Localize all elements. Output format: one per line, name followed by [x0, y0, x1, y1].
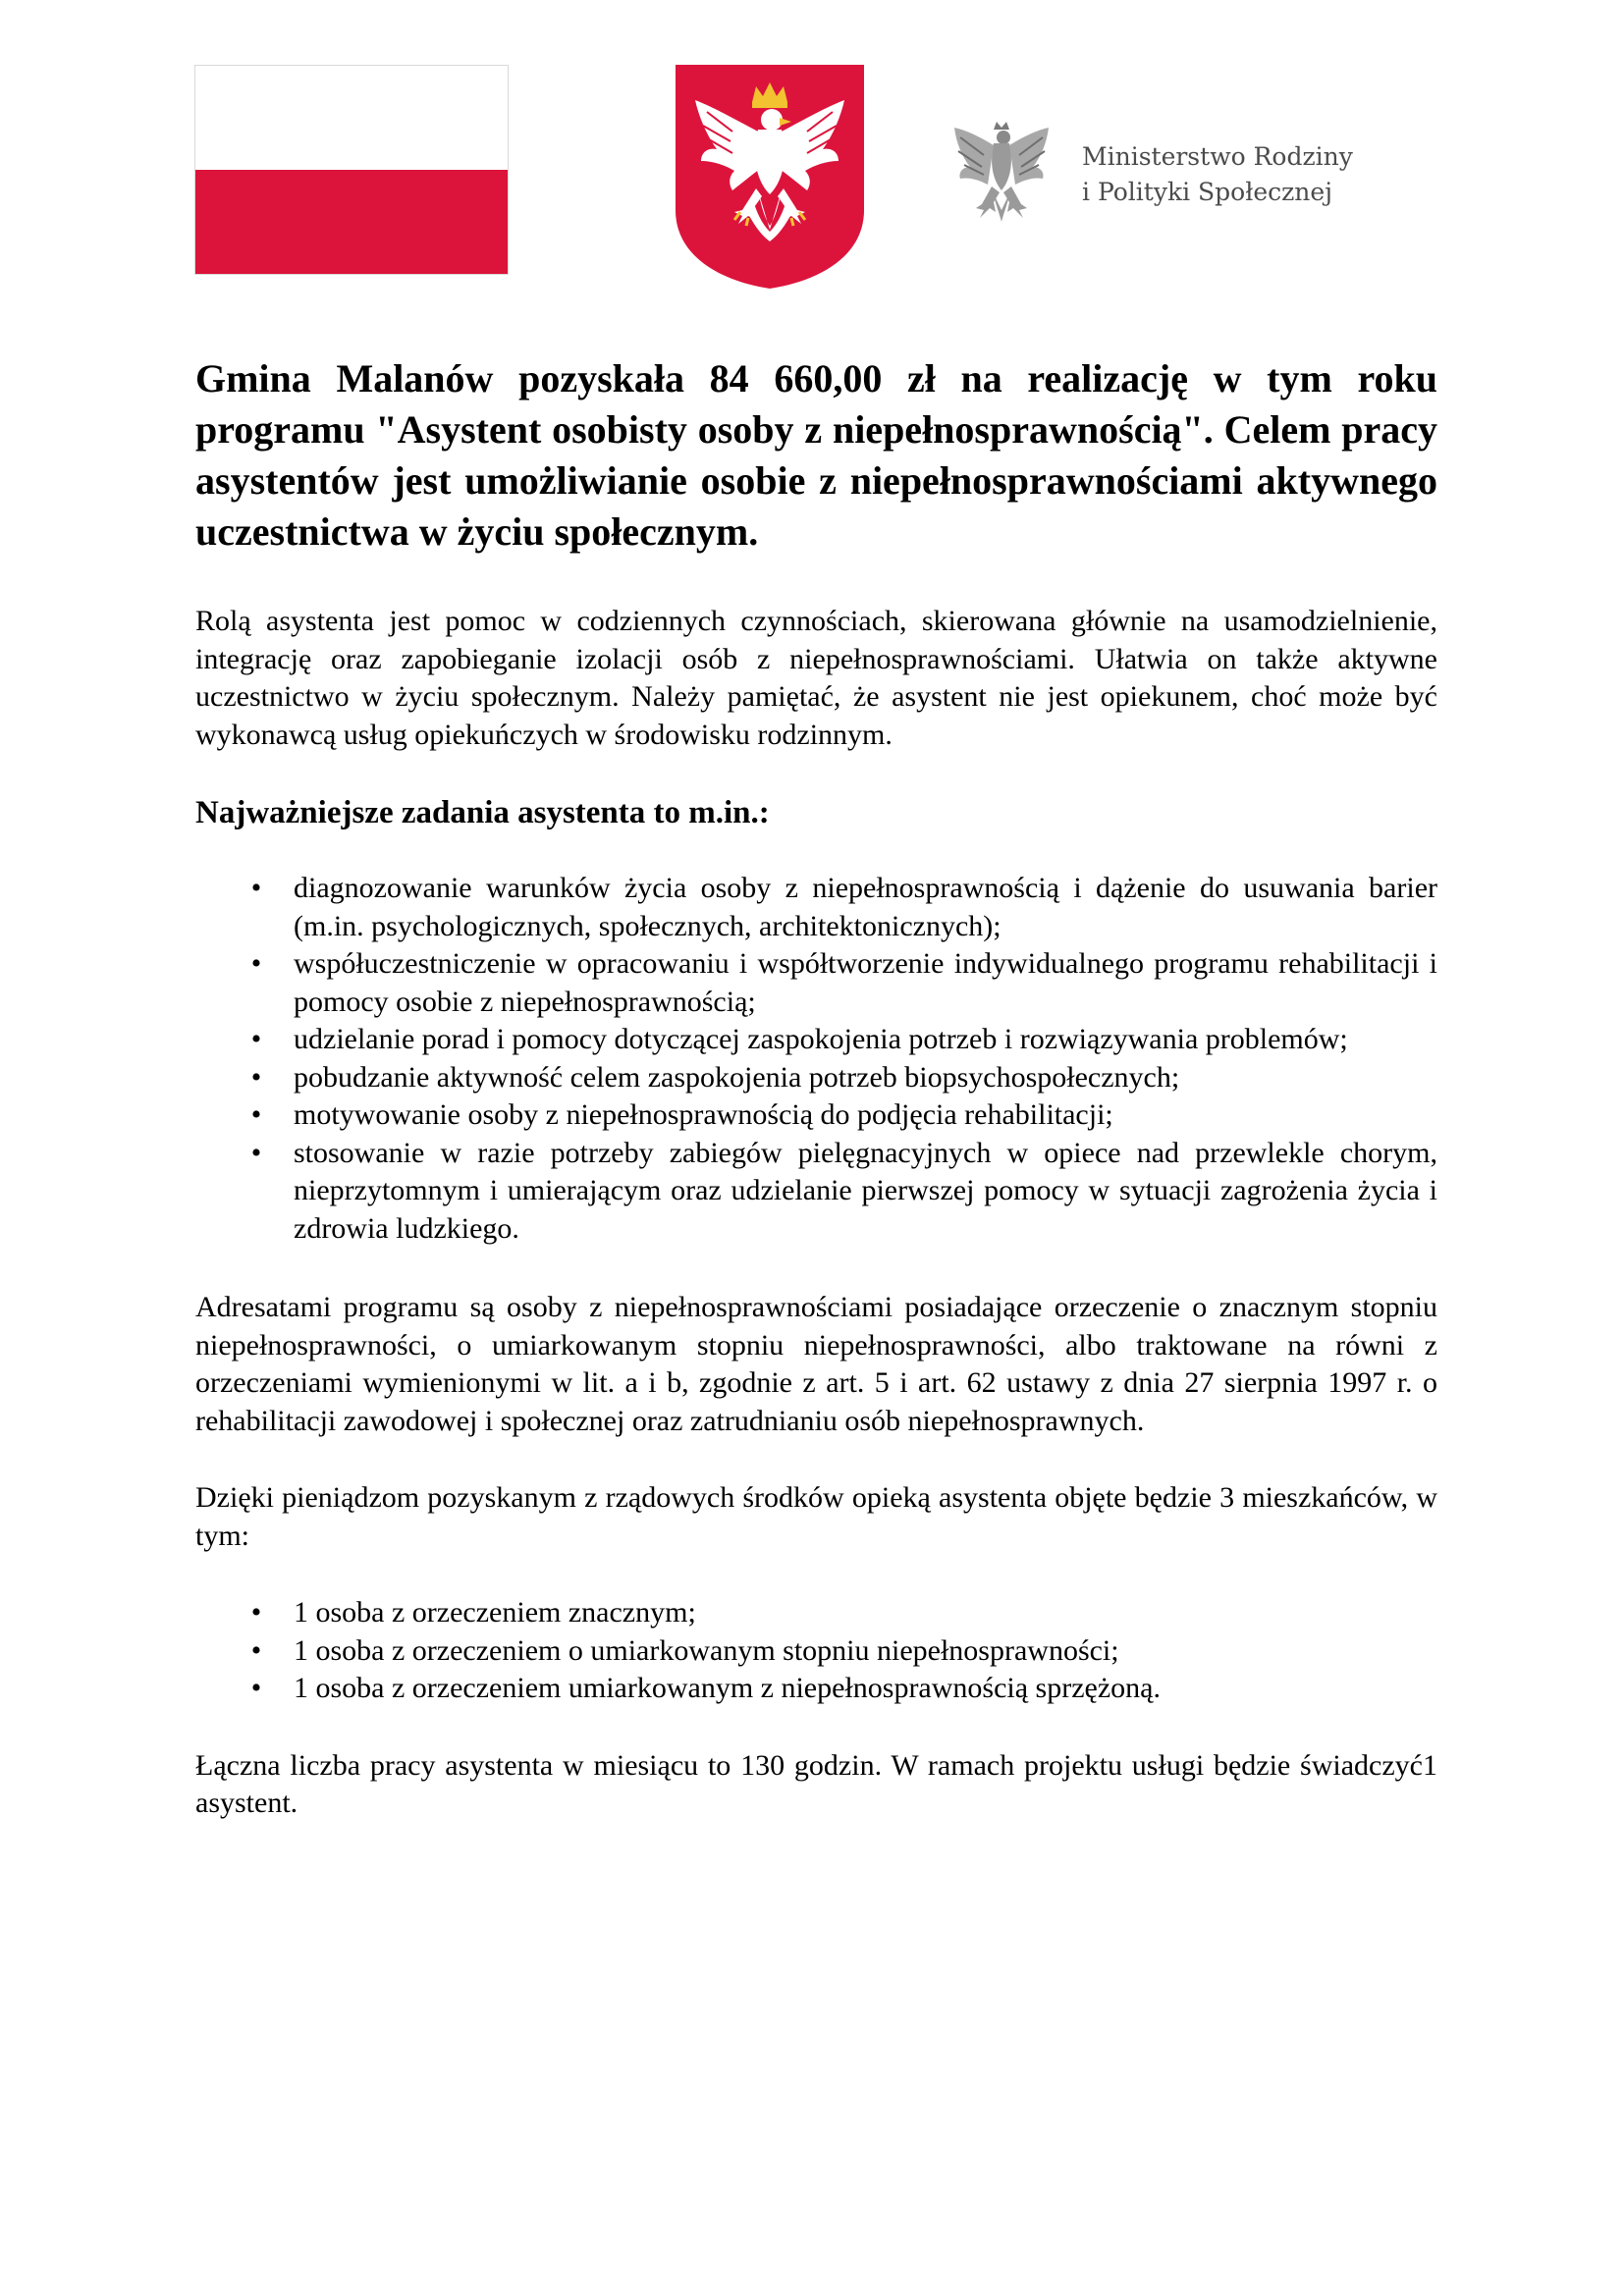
bullet-icon: • [250, 1060, 262, 1094]
list-item-text: stosowanie w razie potrzeby zabiegów pielęgnacyjnych w opiece nad przewlekle chorym, nieprzytomnym i umierającym oraz udzielanie pierwszej pomocy w sytuacji zagrożenia życia i zdrowia ludzkiego. [294, 1136, 1437, 1245]
list-item [195, 1021, 1437, 1059]
document-content [195, 353, 1437, 1823]
list-item [195, 1670, 1437, 1708]
bullet-icon: • [250, 1136, 262, 1169]
coat-of-arms-icon [674, 63, 866, 291]
recipients-paragraph: Adresatami programu są osoby z niepełnosprawnościami posiadające orzeczenie o znacznym stopniu niepełnosprawności, o umiarkowanym stopniu niepełnosprawności, albo traktowane na równi z orzeczeniami wymienionymi w lit. a i b, zgodnie z art. 5 i art. 62 ustawy z dnia 27 sierpnia 1997 r. o rehabilitacji zawodowej i społecznej oraz zatrudnianiu osób niepełnosprawnych. [195, 1291, 1437, 1437]
funding-paragraph: Dzięki pieniądzom pozyskanym z rządowych środków opieką asystenta objęte będzie 3 mieszkańców, w tym: [195, 1481, 1437, 1552]
residents-list [195, 1594, 1437, 1708]
list-item [195, 1632, 1437, 1671]
list-item-text: motywowanie osoby z niepełnosprawnością do podjęcia rehabilitacji; [294, 1098, 1113, 1131]
bullet-icon: • [250, 947, 262, 980]
tasks-heading: Najważniejsze zadania asystenta to m.in.: [195, 795, 770, 830]
bullet-icon: • [250, 1672, 262, 1704]
list-item-text: diagnozowanie warunków życia osoby z niepełnosprawnością i dążenie do usuwania barier (m.in. psychologicznych, społecznych, architektonicznych); [294, 872, 1437, 942]
bullet-icon: • [250, 1023, 262, 1055]
list-item-text: 1 osoba z orzeczeniem o umiarkowanym stopniu niepełnosprawności; [294, 1633, 1119, 1667]
bullet-icon: • [250, 872, 262, 904]
ministry-logo [948, 116, 1361, 238]
flag-red-stripe [195, 170, 508, 274]
list-item [195, 1096, 1437, 1135]
list-item-text: udzielanie porad i pomocy dotyczącej zaspokojenia potrzeb i rozwiązywania problemów; [294, 1023, 1348, 1055]
flag-white-stripe [195, 66, 508, 170]
bullet-icon: • [250, 1098, 262, 1131]
list-item [195, 1059, 1437, 1097]
bullet-icon: • [250, 1633, 262, 1667]
ministry-name-line1: Ministerstwo Rodziny [1082, 142, 1353, 171]
headline: Gmina Malanów pozyskała 84 660,00 zł na realizację w tym roku programu "Asystent osobisty osoby z niepełnosprawnością". Celem pracy asystentów jest umożliwianie osobie z niepełnosprawnościami aktywnego uczestnictwa w życiu społecznym. [195, 356, 1437, 554]
polish-flag-icon [194, 65, 509, 275]
list-item [195, 870, 1437, 945]
list-item [195, 1135, 1437, 1249]
bullet-icon: • [250, 1596, 262, 1629]
summary-paragraph: Łączna liczba pracy asystenta w miesiącu to 130 godzin. W ramach projektu usługi będzie świadczyć1 asystent. [195, 1748, 1437, 1819]
ministry-name [1082, 139, 1353, 210]
tasks-list [195, 870, 1437, 1248]
list-item-text: 1 osoba z orzeczeniem umiarkowanym z niepełnosprawnością sprzężoną. [294, 1672, 1161, 1704]
list-item [195, 945, 1437, 1021]
list-item-text: pobudzanie aktywność celem zaspokojenia potrzeb biopsychospołecznych; [294, 1060, 1180, 1094]
list-item-text: 1 osoba z orzeczeniem znacznym; [294, 1596, 696, 1629]
list-item-text: współuczestniczenie w opracowaniu i współtworzenie indywidualnego programu rehabilitacji i pomocy osobie z niepełnosprawnością; [294, 947, 1437, 1018]
intro-paragraph: Rolą asystenta jest pomoc w codziennych czynnościach, skierowana głównie na usamodzielnienie, integrację oraz zapobieganie izolacji osób z niepełnosprawnościami. Ułatwia on także aktywne uczestnictwo w życiu społecznym. Należy pamiętać, że asystent nie jest opiekunem, choć może być wykonawcą usług opiekuńczych w środowisku rodzinnym. [195, 605, 1437, 751]
ministry-eagle-icon [948, 116, 1055, 232]
list-item [195, 1594, 1437, 1632]
ministry-name-line2: i Polityki Społecznej [1082, 178, 1332, 206]
